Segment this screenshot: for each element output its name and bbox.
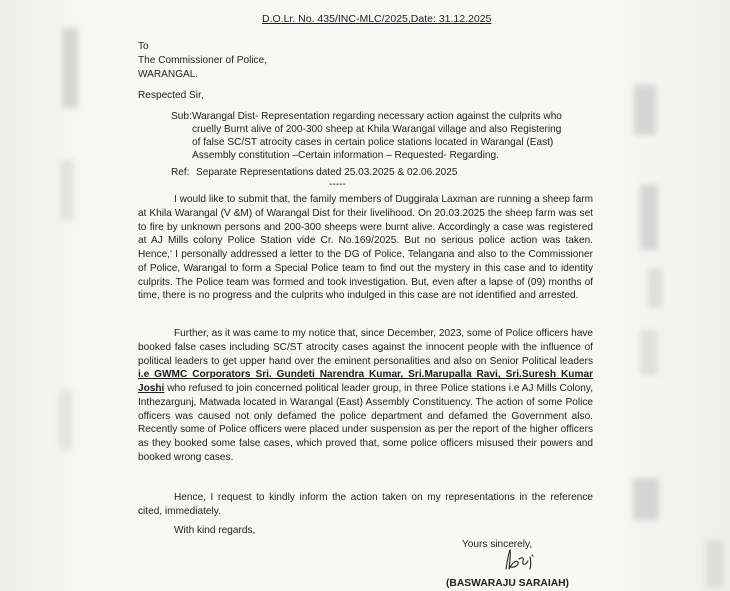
- paragraph-2-intro: Further, as it was came to my notice that, since December, 2023, some of Police officers have booked false cases including SC/ST atrocity cases against the innocent people with the influence of political leaders to get upper hand over the eminent personalities and also on Senior Political leaders: [138, 328, 593, 367]
- corporator-names: i.e GWMC Corporators Sri. Gundeti Narendra Kumar, Sri.Marupalla Ravi, Sri.Suresh Kumar Joshi: [138, 369, 593, 394]
- subject-line-1: Warangal Dist- Representation regarding necessary action against the culprits who: [192, 111, 562, 122]
- paragraph-2: [138, 327, 593, 465]
- reference-label: Ref:: [171, 167, 190, 178]
- reference-text: Separate Representations dated 25.03.2025 & 02.06.2025: [196, 167, 458, 178]
- redacted-right-margin-2: [640, 185, 658, 250]
- to-label: To: [138, 41, 149, 52]
- redacted-left-margin-2: [60, 160, 74, 220]
- paragraph-2-rest: who refused to join concerned political leader group, in three Police stations i.e AJ Mills Colony, Inthezargunj, Matwada located in Warangal (East) Assembly Constituency. The action of some Police officers was caused not only defamed the police department and defamed the Government also. Recently some of Police officers were placed under suspension as per the report of the higher officers as they booked some false cases, which proved that, some police officers misused their powers and booked wrong cases.: [138, 383, 593, 463]
- redacted-right-margin-3: [648, 268, 662, 308]
- recipient-title: The Commissioner of Police,: [138, 55, 268, 66]
- redacted-right-margin-5: [633, 478, 659, 520]
- subject-line-2: cruelly Burnt alive of 200-300 sheep at Khila Warangal village and also Registering: [192, 124, 562, 135]
- signature: [500, 547, 548, 575]
- closing: With kind regards,: [174, 525, 256, 536]
- redacted-left-margin-3: [58, 390, 72, 450]
- recipient-city: WARANGAL.: [138, 69, 199, 80]
- redacted-right-margin-6: [706, 540, 724, 588]
- subject-label: Sub:: [171, 111, 192, 122]
- paragraph-1: I would like to submit that, the family members of Duggirala Laxman are running a sheep farm at Khila Warangal (V &M) of Warangal Dist for their livelihood. On 20.03.2025 the sheep farm was set to fire by unknown persons and 200-300 sheeps were burnt alive. Accordingly a case was registered at AJ Mills colony Police Station vide Cr. No.169/2025. But no serious police action was taken. Hence,' I personally addressed a letter to the DG of Police, Telangana and also to the Commissioner of Police, Warangal to form a Special Police team to find out the mystery in this case and to identity culprits. The Police team was formed and took investigation. But, even after a lapse of (09) months of time, there is no progress and the culprits who indulged in this case are not identified and arrested.: [138, 194, 593, 302]
- subject-line-3: of false SC/ST atrocity cases in certain police stations located in Warangal (East): [192, 137, 554, 148]
- subject-line-4: Assembly constitution –Certain information – Requested- Regarding.: [192, 150, 499, 161]
- salutation: Respected Sir,: [138, 90, 204, 101]
- paragraph-3: Hence, I request to kindly inform the action taken on my representations in the reference cited, immediately.: [138, 492, 593, 517]
- signatory-name: (BASWARAJU SARAIAH): [446, 578, 569, 589]
- redacted-right-margin-4: [640, 330, 658, 375]
- separator: -----: [329, 179, 346, 190]
- redacted-left-margin-1: [62, 28, 78, 108]
- redacted-right-margin-1: [634, 85, 656, 135]
- reference-number: D.O.Lr. No. 435/INC-MLC/2025,Date: 31.12.2025: [262, 13, 492, 25]
- valediction: Yours sincerely,: [462, 539, 533, 550]
